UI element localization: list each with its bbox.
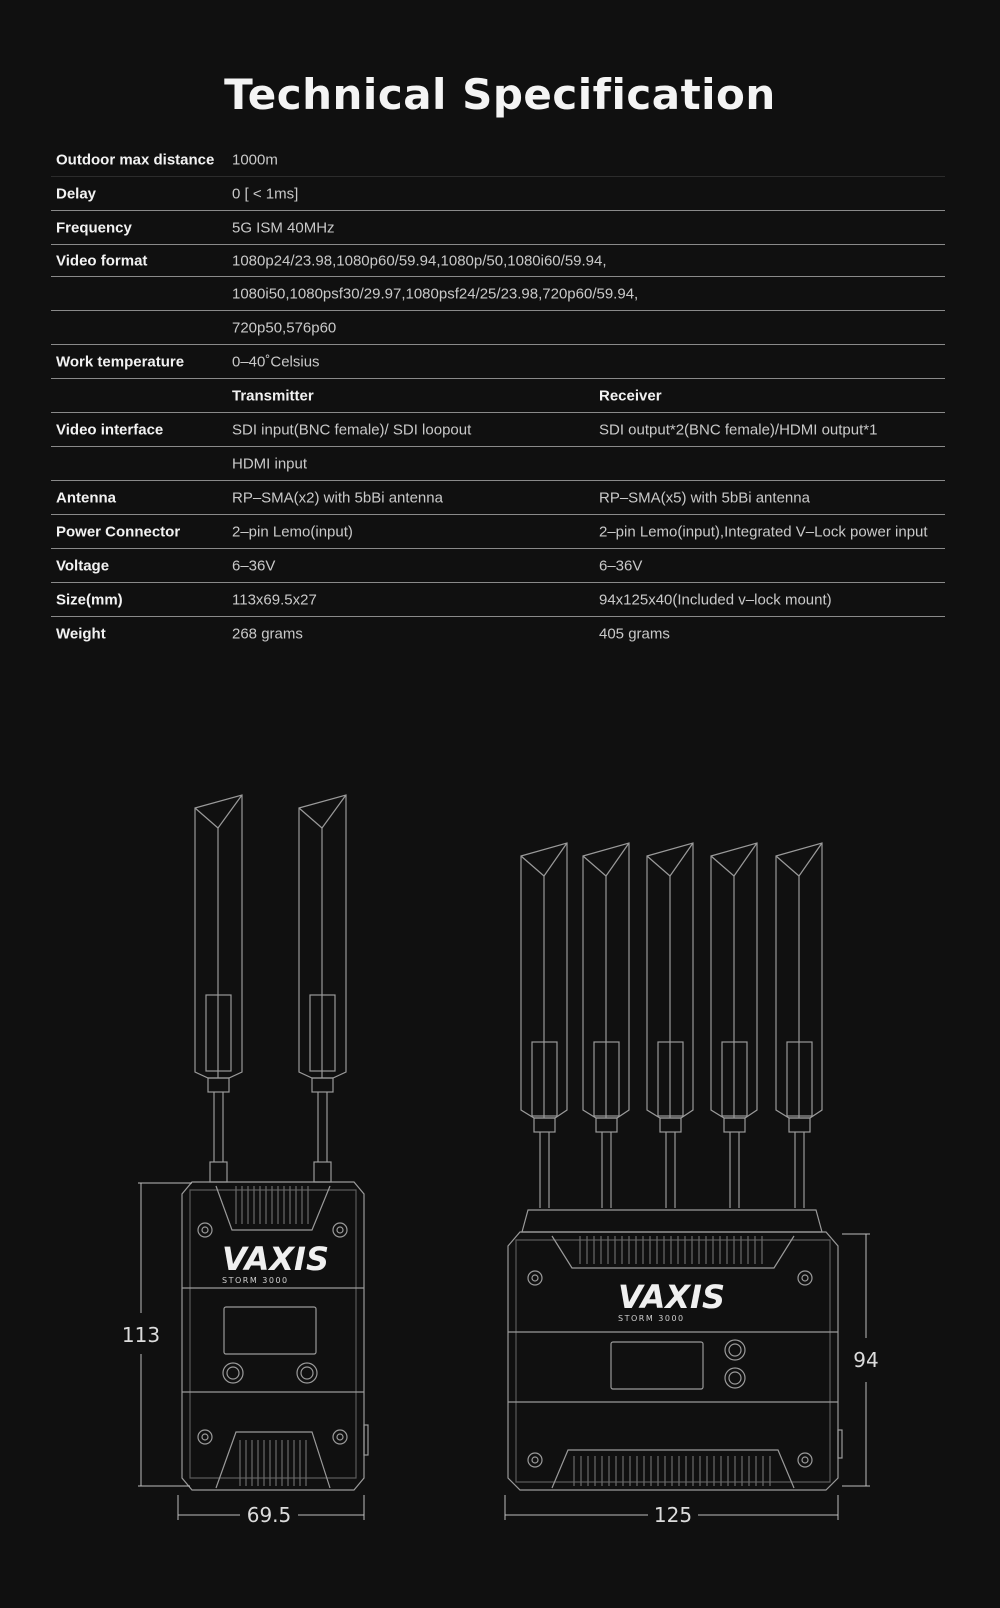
- spec-row: [51, 447, 945, 481]
- transmitter-drawing: [138, 795, 368, 1520]
- spec-row: [51, 143, 945, 177]
- antenna-icon: [776, 843, 822, 1208]
- spec-value-receiver: 6–36V: [599, 557, 643, 574]
- vaxis-logo-transmitter: [222, 1240, 329, 1285]
- spec-value-transmitter: RP–SMA(x2) with 5bBi antenna: [232, 489, 443, 506]
- spec-label: Outdoor max distance: [56, 151, 215, 168]
- receiver-width-label: 125: [653, 1503, 693, 1527]
- antenna-icon: [195, 795, 242, 1182]
- spec-label: Video format: [56, 252, 148, 269]
- antenna-icon: [583, 843, 629, 1208]
- spec-row: [51, 549, 945, 583]
- spec-label: Frequency: [56, 219, 132, 236]
- spec-value-transmitter: 113x69.5x27: [232, 591, 317, 608]
- spec-value-transmitter: 268 grams: [232, 625, 303, 643]
- spec-row: [51, 583, 945, 617]
- spec-row: [51, 617, 945, 651]
- antenna-icon: [711, 843, 757, 1208]
- page-title: Technical Specification: [224, 70, 776, 119]
- spec-row: [51, 211, 945, 245]
- spec-value-receiver: RP–SMA(x5) with 5bBi antenna: [599, 489, 810, 506]
- spec-row: [51, 311, 945, 345]
- spec-value-transmitter: 2–pin Lemo(input): [232, 523, 353, 540]
- spec-value-receiver: 2–pin Lemo(input),Integrated V–Lock power input: [599, 523, 928, 540]
- antenna-icon: [647, 843, 693, 1208]
- vaxis-logo-receiver: [618, 1278, 725, 1323]
- spec-value-transmitter: 6–36V: [232, 557, 276, 574]
- spec-value: 0–40˚Celsius: [232, 353, 320, 370]
- spec-row: [51, 245, 945, 277]
- column-header-receiver: Receiver: [599, 387, 662, 404]
- spec-value: 1080p24/23.98,1080p60/59.94,1080p/50,1080i60/59.94,: [232, 252, 607, 269]
- svg-text:STORM 3000: STORM 3000: [222, 1276, 289, 1285]
- spec-label: Video interface: [56, 421, 164, 438]
- spec-label: Weight: [56, 625, 106, 643]
- spec-label: Antenna: [56, 489, 116, 506]
- receiver-drawing: [505, 843, 870, 1520]
- spec-value-receiver: SDI output*2(BNC female)/HDMI output*1: [599, 421, 878, 438]
- spec-label: Voltage: [56, 557, 110, 574]
- spec-row: [51, 277, 945, 311]
- spec-value: 0 [ < 1ms]: [232, 185, 299, 202]
- spec-row: [51, 481, 945, 515]
- spec-value-transmitter: SDI input(BNC female)/ SDI loopout: [232, 421, 472, 438]
- spec-label: Delay: [56, 185, 97, 202]
- transmitter-width-label: 69.5: [246, 1503, 292, 1527]
- spec-value: 720p50,576p60: [232, 319, 337, 336]
- spec-label: Size(mm): [56, 591, 123, 608]
- svg-text:VAXIS: VAXIS: [618, 1278, 725, 1316]
- spec-value-receiver: 94x125x40(Included v–lock mount): [599, 591, 832, 608]
- spec-row: [51, 345, 945, 379]
- antenna-icon: [299, 795, 346, 1182]
- spec-value-receiver: 405 grams: [599, 625, 670, 643]
- spec-row: [51, 413, 945, 447]
- receiver-height-label: 94: [853, 1348, 879, 1372]
- device-line-drawing: [0, 760, 1000, 1550]
- transmitter-height-label: 113: [121, 1323, 161, 1347]
- spec-value: 5G ISM 40MHz: [232, 219, 335, 236]
- display-screen: [611, 1342, 703, 1389]
- spec-row-column-headers: [51, 379, 945, 413]
- spec-label: Work temperature: [56, 353, 185, 370]
- spec-row: [51, 515, 945, 549]
- spec-label: Power Connector: [56, 523, 181, 540]
- column-header-transmitter: Transmitter: [232, 387, 314, 404]
- display-screen: [224, 1307, 316, 1354]
- spec-value-transmitter: HDMI input: [232, 455, 308, 472]
- spec-value: 1000m: [232, 151, 278, 168]
- spec-table: [51, 143, 945, 651]
- svg-text:VAXIS: VAXIS: [222, 1240, 329, 1278]
- antenna-icon: [521, 843, 567, 1208]
- svg-text:STORM 3000: STORM 3000: [618, 1314, 685, 1323]
- spec-row: [51, 177, 945, 211]
- spec-value: 1080i50,1080psf30/29.97,1080psf24/25/23.98,720p60/59.94,: [232, 285, 639, 302]
